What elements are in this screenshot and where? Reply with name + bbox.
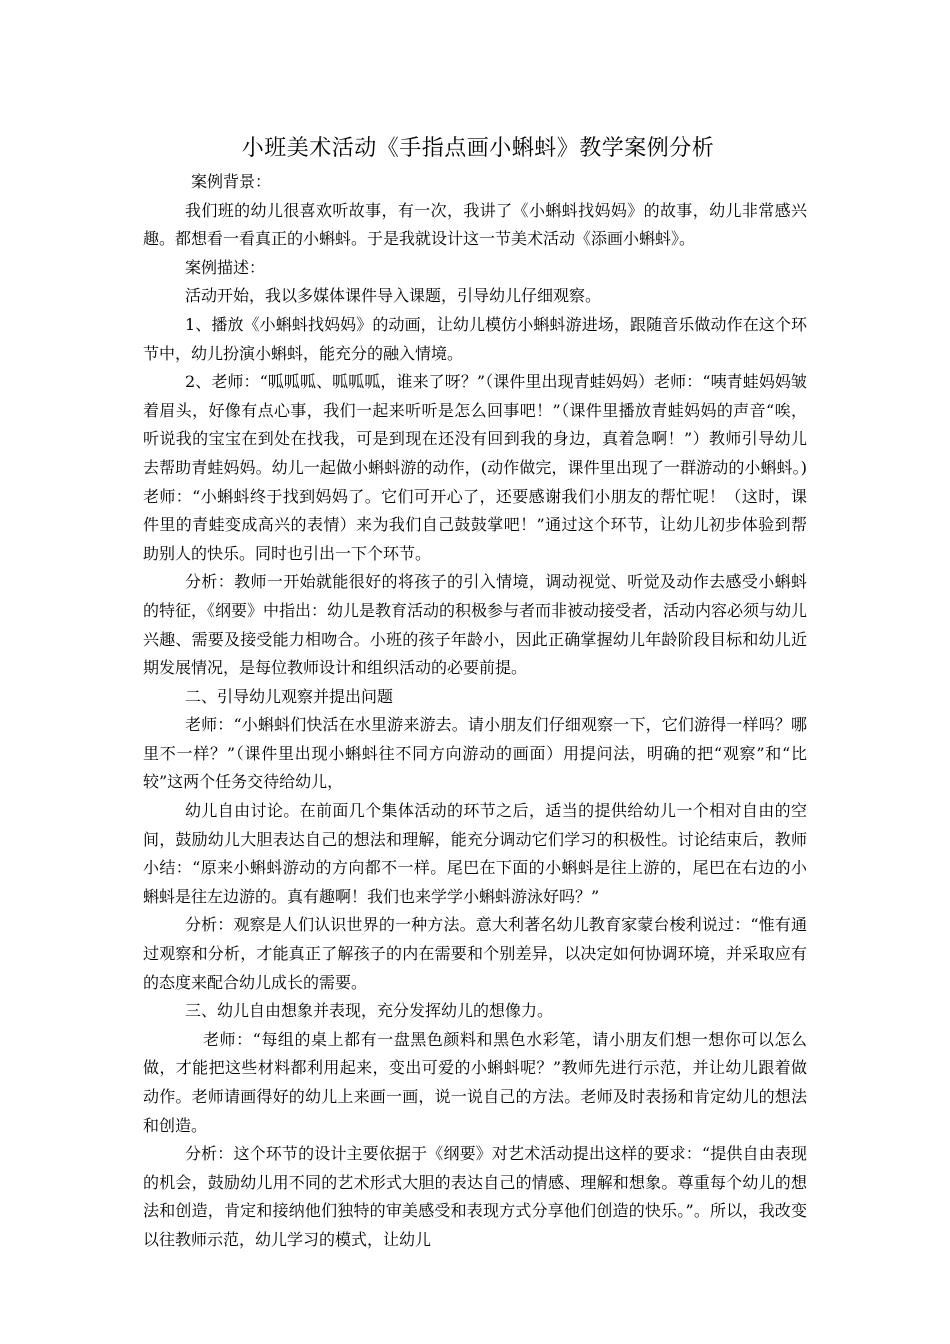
paragraph-teacher-materials: 老师：“每组的桌上都有一盘黑色颜料和黑色水彩笔，请小朋友们想一想你可以怎么做，才能把这些材料都利用起来，变出可爱的小蝌蚪呢？”教师先进行示范，并让幼儿跟着做动作。老师请画得好的幼儿上来画一画，说一说自己的方法。老师及时表扬和肯定幼儿的想法和创造。 bbox=[143, 1029, 807, 1135]
section-heading-background: 案例背景： bbox=[191, 172, 272, 191]
paragraph-free-discussion: 幼儿自由讨论。在前面几个集体活动的环节之后，适当的提供给幼儿一个相对自由的空间，鼓励幼儿大胆表达自己的想法和理解，能充分调动它们学习的积极性。讨论结束后，教师小结：“原来小蝌蚪游动的方向都不一样。尾巴在下面的小蝌蚪是往上游的，尾巴在右边的小蝌蚪是往左边游的。真有趣啊！我们也来学学小蝌蚪游泳好吗？” bbox=[143, 801, 807, 906]
paragraph-analysis-1: 分析：教师一开始就能很好的将孩子的引入情境，调动视觉、听觉及动作去感受小蝌蚪的特征，《纲要》中指出：幼儿是教育活动的积极参与者而非被动接受者，活动内容必须与幼儿兴趣、需要及接受能力相吻合。小班的孩子年龄小，因此正确掌握幼儿年龄阶段目标和幼儿近期发展情况，是每位教师设计和组织活动的必要前提。 bbox=[143, 572, 808, 678]
paragraph-step-2: 2、老师：“呱呱呱、呱呱呱，谁来了呀？”（课件里出现青蛙妈妈）老师：“咦青蛙妈妈皱着眉头，好像有点心事，我们一起来听听是怎么回事吧！”（课件里播放青蛙妈妈的声音“唉，听说我的宝宝在到处在找我，可是到现在还没有回到我的身边，真着急啊！”）教师引导幼儿去帮助青蛙妈妈。幼儿一起做小蝌蚪游的动作，(动作做完，课件里出现了一群游动的小蝌蚪。)老师：“小蝌蚪终于找到妈妈了。它们可开心了，还要感谢我们小朋友的帮忙呢！（这时，课件里的青蛙变成高兴的表情）来为我们自己鼓鼓掌吧！”通过这个环节，让幼儿初步体验到帮助别人的快乐。同时也引出一下个环节。 bbox=[143, 372, 807, 563]
paragraph-activity-start: 活动开始，我以多媒体课件导入课题，引导幼儿仔细观察。 bbox=[185, 286, 602, 306]
document-title: 小班美术活动《手指点画小蝌蚪》教学案例分析 bbox=[241, 136, 715, 161]
paragraph-analysis-2: 分析：观察是人们认识世界的一种方法。意大利著名幼儿教育家蒙台梭利说过：“惟有通过观察和分析，才能真正了解孩子的内在需要和个别差异，以决定如何协调环境，并采取应有的态度来配合幼儿成长的需要。 bbox=[143, 915, 807, 992]
document-page bbox=[143, 130, 807, 1255]
paragraph-step-1: 1、播放《小蝌蚪找妈妈》的动画，让幼儿模仿小蝌蚪游进场，跟随音乐做动作在这个环节中，幼儿扮演小蝌蚪，能充分的融入情境。 bbox=[143, 314, 807, 363]
section-heading-description: 案例描述： bbox=[185, 257, 266, 277]
section-heading-observe: 二、引导幼儿观察并提出问题 bbox=[185, 686, 394, 706]
paragraph-background: 我们班的幼儿很喜欢听故事，有一次，我讲了《小蝌蚪找妈妈》的故事，幼儿非常感兴趣。都想看一看真正的小蝌蚪。于是我就设计这一节美术活动《添画小蝌蚪》。 bbox=[143, 200, 807, 249]
paragraph-teacher-question: 老师：“小蝌蚪们快活在水里游来游去。请小朋友们仔细观察一下，它们游得一样吗？哪里不一样？”（课件里出现小蝌蚪往不同方向游动的画面）用提问法，明确的把“观察”和“比较”这两个任务交待给幼儿， bbox=[143, 715, 807, 792]
section-heading-imagine: 三、幼儿自由想象并表现，充分发挥幼儿的想像力。 bbox=[185, 1001, 554, 1021]
paragraph-analysis-3: 分析：这个环节的设计主要依据于《纲要》对艺术活动提出这样的要求：“提供自由表现的机会，鼓励幼儿用不同的艺术形式大胆的表达自己的情感、理解和想象。尊重每个幼儿的想法和创造，肯定和接纳他们独特的审美感受和表现方式分享他们创造的快乐。”。所以，我改变以往教师示范，幼儿学习的模式，让幼儿 bbox=[143, 1144, 807, 1249]
